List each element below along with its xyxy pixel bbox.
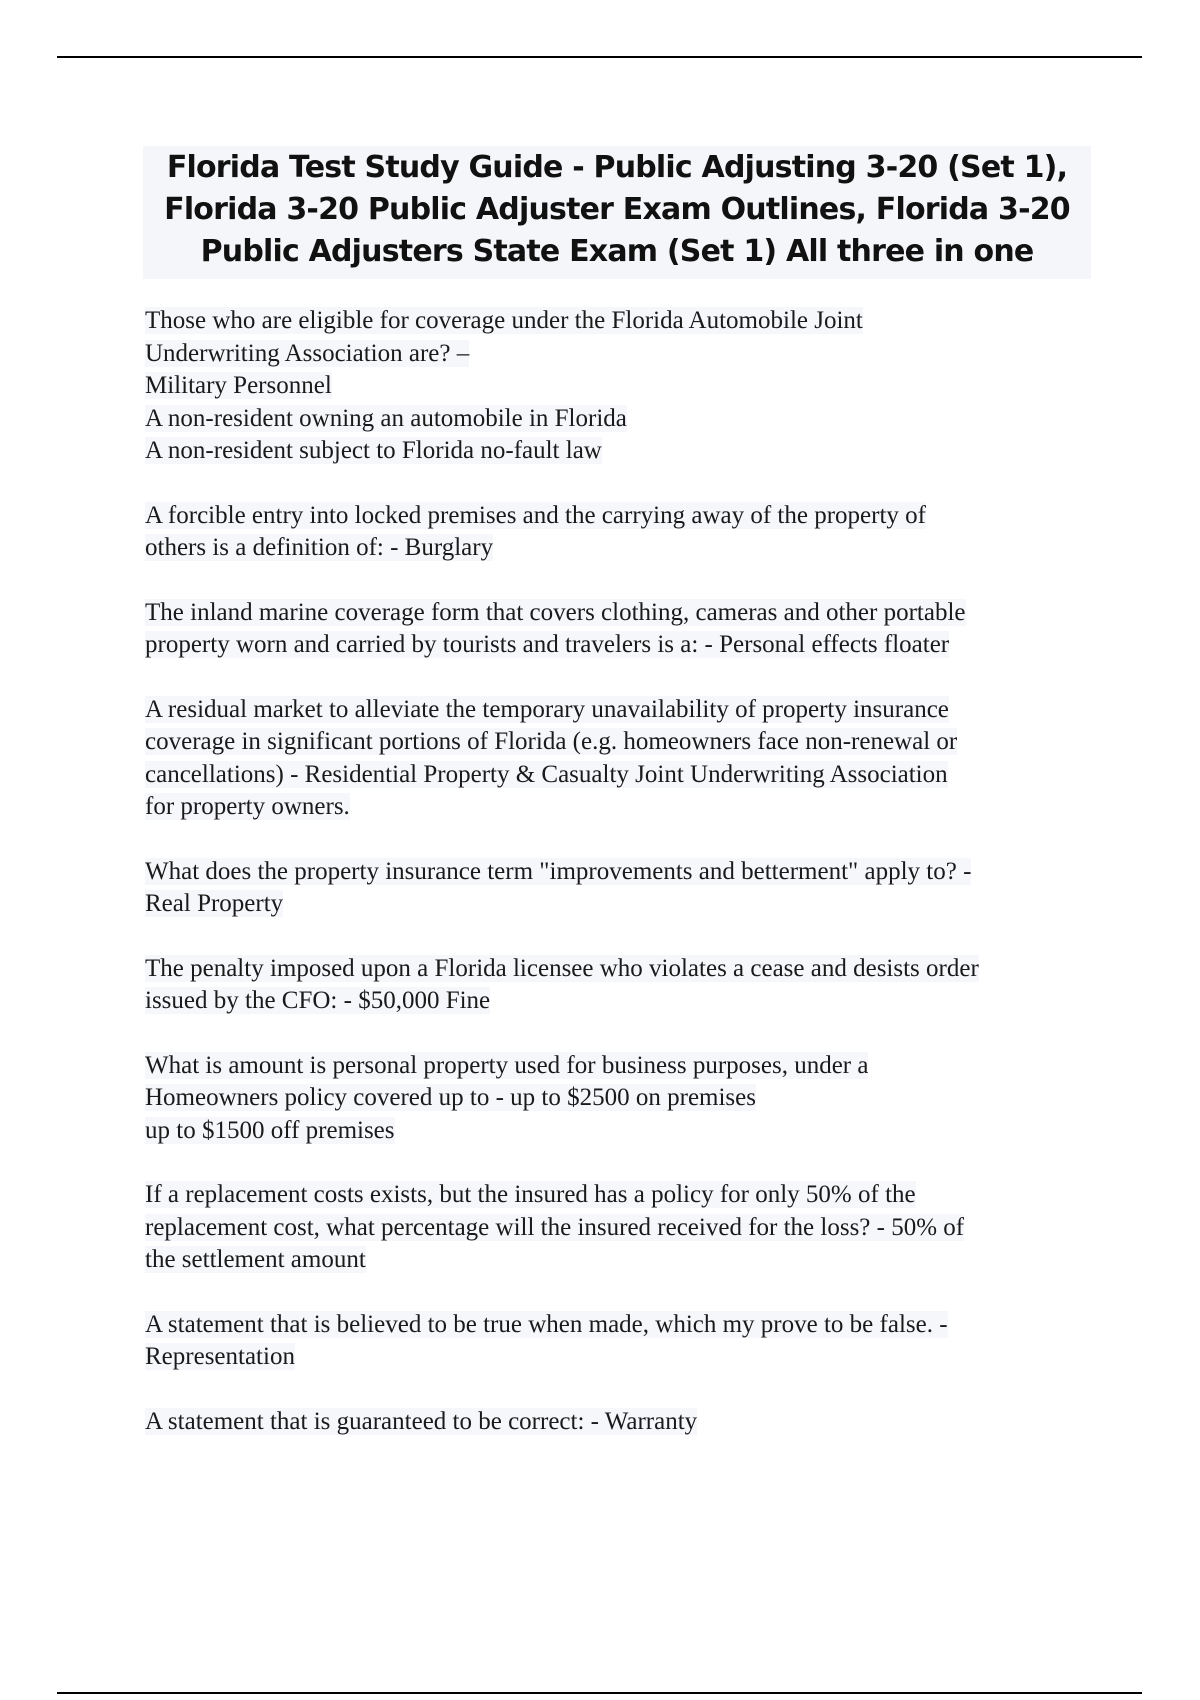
qa-line-text: If a replacement costs exists, but the insured has a policy for only 50% of the bbox=[145, 1181, 916, 1208]
qa-line-text: Representation bbox=[145, 1343, 295, 1370]
qa-item bbox=[145, 1406, 1090, 1439]
qa-line-text: for property owners. bbox=[145, 793, 350, 820]
qa-line bbox=[145, 629, 1090, 662]
qa-line-text: Underwriting Association are? – bbox=[145, 339, 470, 367]
qa-line bbox=[145, 435, 1090, 468]
qa-item bbox=[145, 694, 1090, 824]
qa-line-text: others is a definition of: - Burglary bbox=[145, 534, 494, 561]
qa-line bbox=[145, 856, 1090, 889]
qa-line-text: The inland marine coverage form that covers clothing, cameras and other portable bbox=[145, 598, 966, 626]
qa-line bbox=[145, 953, 1090, 986]
qa-line bbox=[145, 1406, 1090, 1439]
qa-line bbox=[145, 791, 1090, 824]
bottom-divider bbox=[57, 1692, 1142, 1694]
qa-item bbox=[145, 856, 1090, 921]
qa-line bbox=[145, 500, 1090, 533]
title-line: Florida 3-20 Public Adjuster Exam Outlines, Florida 3-20 bbox=[164, 192, 1070, 227]
qa-line-text: replacement cost, what percentage will the insured received for the loss? - 50% of bbox=[145, 1213, 965, 1241]
qa-line bbox=[145, 726, 1090, 759]
qa-line-text: A forcible entry into locked premises and the carrying away of the property of bbox=[145, 501, 926, 529]
qa-item bbox=[145, 305, 1090, 468]
top-divider bbox=[57, 56, 1142, 58]
qa-line bbox=[145, 1309, 1090, 1342]
qa-item bbox=[145, 1309, 1090, 1374]
qa-line bbox=[145, 1244, 1090, 1277]
qa-line-text: A non-resident subject to Florida no-fault law bbox=[145, 437, 602, 464]
qa-line-text: What does the property insurance term "improvements and betterment" apply to? - bbox=[145, 857, 972, 885]
qa-item bbox=[145, 1050, 1090, 1148]
qa-line-text: The penalty imposed upon a Florida licensee who violates a cease and desists order bbox=[145, 954, 979, 982]
qa-line-text: the settlement amount bbox=[145, 1246, 366, 1273]
qa-line-text: Real Property bbox=[145, 890, 284, 917]
qa-item bbox=[145, 597, 1090, 662]
qa-line bbox=[145, 759, 1090, 792]
qa-line bbox=[145, 305, 1090, 338]
qa-line bbox=[145, 1050, 1090, 1083]
qa-line bbox=[145, 532, 1090, 565]
qa-line-text: What is amount is personal property used for business purposes, under a bbox=[145, 1051, 869, 1079]
qa-line bbox=[145, 985, 1090, 1018]
qa-item bbox=[145, 953, 1090, 1018]
qa-line-text: Military Personnel bbox=[145, 372, 332, 399]
qa-line-text: up to $1500 off premises bbox=[145, 1116, 395, 1144]
qa-line bbox=[145, 1082, 1090, 1115]
qa-item bbox=[145, 500, 1090, 565]
qa-line bbox=[145, 597, 1090, 630]
qa-line-text: Homeowners policy covered up to - up to $2500 on premises bbox=[145, 1084, 756, 1111]
qa-line bbox=[145, 403, 1090, 436]
qa-line bbox=[145, 338, 1090, 371]
qa-line bbox=[145, 694, 1090, 727]
qa-line-text: cancellations) - Residential Property & Casualty Joint Underwriting Association bbox=[145, 760, 948, 788]
qa-line-text: A statement that is guaranteed to be correct: - Warranty bbox=[145, 1407, 698, 1435]
qa-line bbox=[145, 1179, 1090, 1212]
qa-list bbox=[145, 305, 1090, 1470]
qa-line-text: property worn and carried by tourists and travelers is a: - Personal effects floater bbox=[145, 631, 950, 658]
qa-line-text: issued by the CFO: - $50,000 Fine bbox=[145, 987, 491, 1014]
qa-line-text: coverage in significant portions of Florida (e.g. homeowners face non-renewal or bbox=[145, 728, 958, 755]
title-line: Florida Test Study Guide - Public Adjusting 3-20 (Set 1), bbox=[166, 150, 1068, 185]
qa-line bbox=[145, 370, 1090, 403]
qa-line bbox=[145, 888, 1090, 921]
qa-line bbox=[145, 1341, 1090, 1374]
qa-line bbox=[145, 1212, 1090, 1245]
document-title bbox=[143, 146, 1091, 279]
qa-line-text: A statement that is believed to be true when made, which my prove to be false. - bbox=[145, 1310, 948, 1338]
qa-line-text: A non-resident owning an automobile in Florida bbox=[145, 404, 627, 432]
qa-line-text: A residual market to alleviate the temporary unavailability of property insurance bbox=[145, 695, 949, 723]
title-line: Public Adjusters State Exam (Set 1) All three in one bbox=[200, 234, 1034, 269]
qa-line-text: Those who are eligible for coverage under the Florida Automobile Joint bbox=[145, 307, 863, 334]
qa-line bbox=[145, 1115, 1090, 1148]
qa-item bbox=[145, 1179, 1090, 1277]
